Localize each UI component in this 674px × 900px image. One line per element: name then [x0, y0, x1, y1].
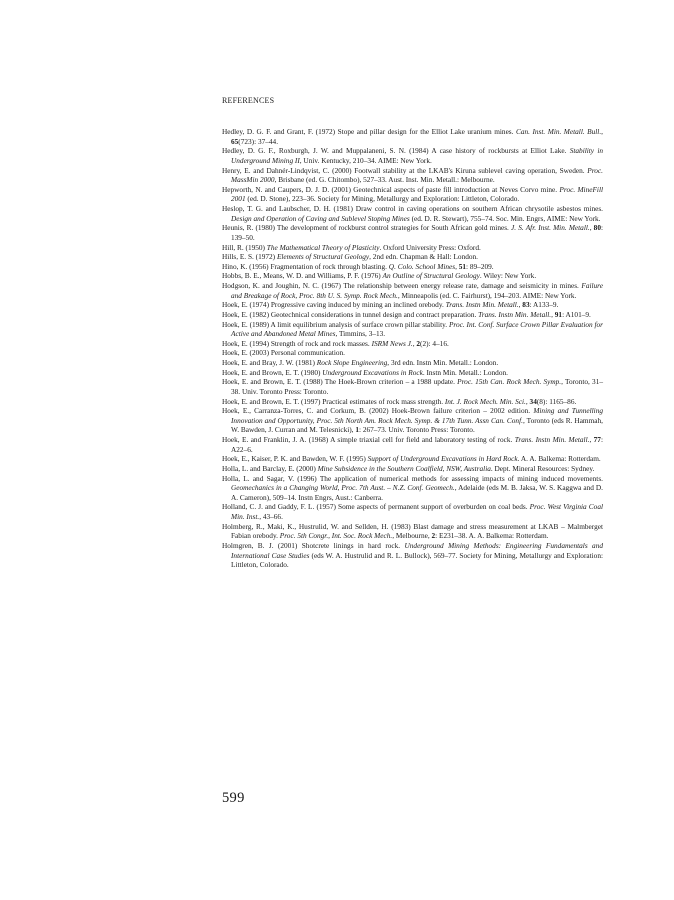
reference-list: [222, 127, 603, 570]
reference-text: (723): 37–44.: [238, 136, 279, 146]
reference-italic-text: Proc. West Virginia Coal Min. Inst.: [231, 502, 603, 521]
reference-italic-text: An Outline of Structural Geology: [382, 271, 480, 281]
reference-text: Hobbs, B. E., Means, W. D. and Williams, P. F. (1976): [222, 271, 383, 281]
reference-text: ,: [589, 435, 594, 444]
reference-text: Heunis, R. (1980) The development of rockburst control strategies for South African gold mines.: [222, 223, 512, 233]
reference-italic-text: Trans. Instn Min. Metall.: [445, 300, 519, 310]
reference-text: Hoek, E. (1974) Progressive caving induced by mining an inclined orebody.: [222, 300, 446, 310]
reference-entry: [222, 348, 603, 358]
reference-text: : E231–38. A. A. Balkema: Rotterdam.: [435, 531, 549, 541]
reference-italic-text: Can. Inst. Min. Metall. Bull.: [515, 127, 602, 136]
reference-text: (8): 1165–86.: [536, 396, 577, 406]
reference-text: Hoek, E. (1989) A limit equilibrium analysis of surface crown pillar stability.: [222, 319, 449, 329]
reference-text: (eds W. A. Hustrulid and R. L. Bullock), 569–77. Society for Mining, Metallurgy and Exploration: Littleton, Colorado.: [231, 550, 603, 570]
reference-text: , Brisbane (ed. G. Chitombo), 527–33. Aust. Inst. Min. Metall.: Melbourne.: [274, 175, 495, 185]
reference-italic-text: Elements of Structural Geology: [276, 252, 370, 262]
reference-italic-text: Proc. MineFill 2001: [231, 184, 604, 204]
reference-entry: [222, 377, 603, 396]
reference-italic-text: ISRM News J.: [371, 338, 413, 348]
reference-italic-text: Geomechanics in a Changing World, Proc. 7th Aust. – N.Z. Conf. Geomech.: [231, 483, 455, 493]
reference-entry: [222, 435, 603, 454]
reference-text: Hoek, E. (2003) Personal communication.: [222, 348, 346, 358]
reference-entry: [222, 406, 603, 435]
reference-text: Hoek, E. and Bray, J. W. (1981): [222, 358, 317, 367]
reference-text: , Melbourne,: [392, 531, 432, 541]
reference-text: Hoek, E. and Brown, E. T. (1988) The Hoek-Brown criterion – a 1988 update.: [222, 377, 458, 387]
reference-entry: [222, 204, 603, 223]
reference-text: ,: [455, 261, 459, 271]
reference-text: ,: [551, 309, 555, 319]
reference-text: ,: [601, 127, 603, 136]
reference-entry: [222, 368, 603, 378]
reference-text: , 3rd edn. Instn Min. Metall.: London.: [387, 358, 499, 367]
reference-text: ,: [412, 338, 417, 348]
reference-text: : A133–9.: [529, 300, 559, 310]
reference-entry: [222, 454, 603, 464]
reference-italic-text: Mine Subsidence in the Southern Coalfield, NSW, Australia: [317, 463, 491, 473]
reference-entry: [222, 464, 603, 474]
reference-italic-text: The Mathematical Theory of Plasticity: [266, 242, 380, 252]
reference-volume-number: 77: [593, 435, 601, 444]
reference-italic-text: Proc. 5th Congr., Int. Soc. Rock Mech.: [279, 531, 393, 541]
reference-text: : 267–73. Univ. Toronto Press: Toronto.: [358, 425, 475, 435]
reference-text: Hoek, E. (1982) Geotechnical considerations in tunnel design and contract preparation.: [222, 309, 479, 319]
reference-entry: [222, 300, 603, 310]
reference-entry: [222, 262, 603, 272]
reference-entry: [222, 339, 603, 349]
reference-entry: [222, 166, 603, 185]
reference-volume-number: 2: [416, 338, 421, 348]
reference-text: , Toronto (eds R. Hammah, W. Bawden, J. Curran and M. Telesnicki),: [231, 415, 603, 435]
reference-italic-text: Underground Mining Methods: Engineering Fundamentals and International Case Studies: [231, 540, 603, 560]
reference-text: Hedley, D. G. F. and Grant, F. (1972) Stope and pillar design for the Elliot Lake uranium mines.: [222, 127, 516, 136]
reference-text: Hoek, E., Kaiser, P. K. and Bawden, W. F. (1995): [222, 454, 368, 464]
reference-entry: [222, 127, 603, 146]
reference-text: Hino, K. (1956) Fragmentation of rock through blasting.: [222, 261, 389, 271]
reference-text: Hill, R. (1950): [222, 242, 267, 252]
reference-text: , Minneapolis (ed. C. Fairhurst), 194–203. AIME: New York.: [397, 290, 577, 300]
reference-volume-number: 65: [231, 136, 239, 146]
reference-text: (2): 4–16.: [420, 338, 449, 348]
reference-italic-text: Q. Colo. School Mines: [388, 261, 456, 271]
reference-text: Holla, L. and Sagar, V. (1996) The application of numerical methods for assessing impacts of mining induced movements.: [222, 473, 603, 483]
reference-text: Heslop, T. G. and Laubscher, D. H. (1981) Draw control in caving operations on southern African chrysotile asbestos mines.: [222, 204, 603, 213]
reference-entry: [222, 502, 603, 521]
reference-entry: [222, 243, 603, 253]
reference-entry: [222, 522, 603, 541]
reference-text: . Instn Min. Metall.: London.: [422, 367, 508, 377]
reference-volume-number: 2: [431, 531, 436, 541]
page-number: 599: [222, 790, 245, 806]
reference-entry: [222, 358, 603, 368]
reference-text: . A. A. Balkema: Rotterdam.: [517, 454, 601, 464]
reference-text: : A22–6.: [231, 435, 603, 454]
reference-text: Hedley, D. G. F., Roxburgh, J. W. and Muppalaneni, S. N. (1984) A case history of rockbursts at Elliot Lake.: [222, 146, 570, 156]
reference-volume-number: 1: [355, 425, 359, 435]
reference-text: ,: [518, 300, 523, 310]
reference-italic-text: Underground Excavations in Rock: [322, 367, 423, 377]
reference-italic-text: Mining and Tunnelling Innovation and Opportunity, Proc. 5th North Am. Rock Mech. Symp. & 17th Tunn. Assn Can. Conf.: [231, 406, 604, 425]
reference-text: Hoek, E., Carranza-Torres, C. and Corkum, B. (2002) Hoek-Brown failure criterion – 2002 edition.: [222, 406, 534, 416]
reference-entry: [222, 310, 603, 320]
reference-entry: [222, 281, 603, 300]
reference-text: Hoek, E. (1994) Strength of rock and rock masses.: [222, 338, 372, 348]
reference-italic-text: Proc. MassMin 2000: [231, 165, 603, 185]
reference-entry: [222, 252, 603, 262]
reference-italic-text: Proc. Int. Conf. Surface Crown Pillar Evaluation for Active and Abandoned Metal Mines: [231, 319, 604, 339]
reference-volume-number: 83: [522, 300, 530, 310]
reference-italic-text: Proc. 15th Can. Rock Mech. Symp.: [457, 377, 562, 387]
reference-text: . Wiley: New York.: [479, 271, 537, 281]
reference-italic-text: J. S. Afr. Inst. Min. Metall.: [511, 223, 590, 233]
reference-text: : 89–209.: [466, 261, 494, 271]
reference-text: : A101–9.: [562, 309, 591, 319]
reference-italic-text: Support of Underground Excavations in Hard Rock: [367, 454, 518, 464]
reference-italic-text: Int. J. Rock Mech. Min. Sci.: [444, 396, 526, 406]
reference-text: (ed. D. Stone), 223–36. Society for Mining, Metallurgy and Exploration: Littleton, Colorado.: [245, 194, 520, 204]
reference-volume-number: 34: [529, 396, 537, 406]
reference-text: Hoek, E. and Franklin, J. A. (1968) A simple triaxial cell for field and laboratory testing of rock.: [222, 435, 515, 444]
reference-text: Hepworth, N. and Caupers, D. J. D. (2001) Geotechnical aspects of paste fill introduction at Neves Corvo mine.: [222, 184, 560, 194]
reference-entry: [222, 397, 603, 407]
reference-text: Henry, E. and Dahnér-Lindqvist, C. (2000) Footwall stability at the LKAB's Kiruna sublevel caving operation, Sweden.: [222, 165, 588, 175]
reference-text: (ed. D. R. Stewart), 755–74. Soc. Min. Engrs, AIME: New York.: [409, 213, 601, 223]
reference-text: Hodgson, K. and Joughin, N. C. (1967) The relationship between energy release rate, damage and seismicity in mines.: [222, 281, 582, 290]
running-head: REFERENCES: [222, 96, 275, 105]
reference-text: Holla, L. and Barclay, E. (2000): [222, 463, 318, 473]
reference-italic-text: Trans. Instn Min. Metall.: [514, 435, 590, 444]
reference-italic-text: Stability in Underground Mining II: [231, 146, 603, 165]
reference-italic-text: Trans. Instn Min. Metall.: [478, 309, 552, 319]
reference-volume-number: 80: [593, 223, 601, 233]
reference-text: . Dept. Mineral Resources: Sydney.: [490, 463, 595, 473]
reference-text: Hills, E. S. (1972): [222, 252, 277, 262]
reference-entry: [222, 271, 603, 281]
reference-text: Holmgren, B. J. (2001) Shotcrete linings in hard rock.: [222, 540, 405, 550]
reference-italic-text: Failure and Breakage of Rock, Proc. 8th U. S. Symp. Rock Mech.: [231, 281, 603, 300]
reference-entry: [222, 474, 603, 503]
reference-entry: [222, 320, 603, 339]
reference-volume-number: 91: [554, 309, 563, 319]
reference-italic-text: Rock Slope Engineering: [316, 358, 388, 367]
reference-text: ,: [525, 396, 530, 406]
reference-text: , Toronto, 31–38. Univ. Toronto Press: Toronto.: [231, 377, 603, 396]
reference-text: , 2nd edn. Chapman & Hall: London.: [369, 252, 478, 262]
reference-text: , Adelaide (eds M. B. Jaksa, W. S. Kaggwa and D. A. Cameron), 509–14. Instn Engrs, Aust.: Canberra.: [231, 483, 603, 502]
reference-text: Hoek, E. and Brown, E. T. (1980): [222, 367, 323, 377]
reference-text: , 43–66.: [259, 512, 283, 521]
reference-entry: [222, 223, 603, 242]
reference-entry: [222, 541, 603, 570]
reference-text: Holland, C. J. and Gaddy, F. L. (1957) Some aspects of permanent support of overburden on coal beds.: [222, 502, 530, 512]
reference-text: Hoek, E. and Brown, E. T. (1997) Practical estimates of rock mass strength.: [222, 396, 445, 406]
reference-text: , Timmins, 3–13.: [335, 329, 386, 339]
reference-text: Holmberg, R., Maki, K., Hustrulid, W. and Sellden, H. (1983) Blast damage and stress measurement at LKAB – Malmberget Fabian orebody.: [222, 521, 603, 541]
reference-text: , Univ. Kentucky, 210–34. AIME: New York.: [299, 155, 432, 165]
reference-entry: [222, 146, 603, 165]
reference-text: : 139–50.: [231, 223, 603, 242]
reference-text: . Oxford University Press: Oxford.: [379, 242, 481, 252]
reference-entry: [222, 185, 603, 204]
reference-italic-text: Design and Operation of Caving and Sublevel Stoping Mines: [231, 213, 410, 223]
reference-text: ,: [589, 223, 594, 233]
reference-volume-number: 51: [458, 261, 467, 271]
